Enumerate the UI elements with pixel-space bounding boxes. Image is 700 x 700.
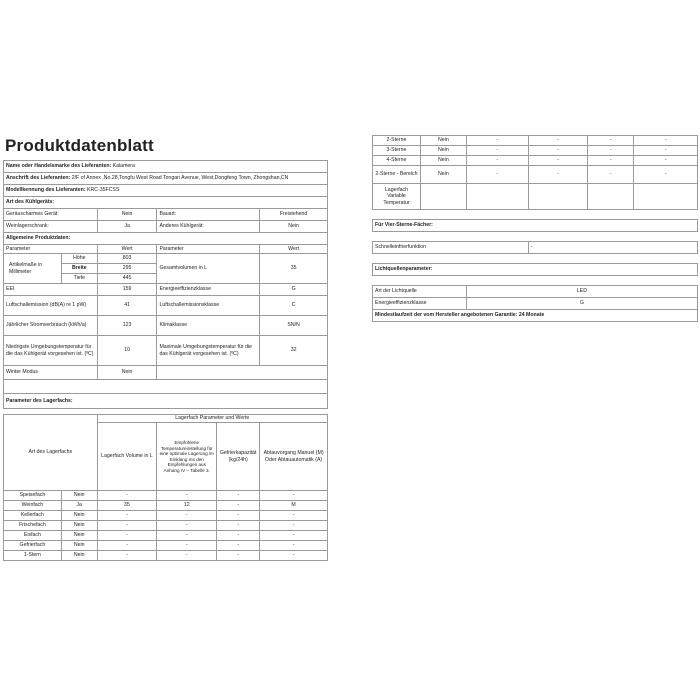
- cell-defrost: -: [634, 156, 698, 166]
- cell-freeze: -: [217, 531, 260, 541]
- noise-class-value: C: [260, 296, 328, 316]
- quick-freeze-label: Schnelleinfrierfunktion: [373, 242, 529, 254]
- height-label: Höhe: [61, 254, 97, 264]
- cell-name: 2-Sterne: [373, 136, 421, 146]
- cell-defrost: -: [634, 146, 698, 156]
- cell-freeze: -: [588, 146, 634, 156]
- group-header: Lagerfach Parameter und Werte: [97, 415, 327, 423]
- cell-volume: 35: [97, 501, 157, 511]
- compartments-table: [3, 414, 328, 561]
- right-data-table: [372, 135, 698, 322]
- other-label: Anderes Kühlgerät:: [157, 221, 260, 233]
- cell-freeze: -: [217, 521, 260, 531]
- cell-defrost: [634, 184, 698, 210]
- cell-volume: -: [97, 541, 157, 551]
- cell-name: 3-Sterne: [373, 146, 421, 156]
- cell-name: Frischefach: [4, 521, 62, 531]
- width-value: 295: [97, 264, 157, 274]
- cell-present: Nein: [61, 531, 97, 541]
- volume-label: Gesamtvolumen in L: [157, 254, 260, 284]
- cell-temp: -: [528, 136, 588, 146]
- col-volume: Lagerfach Volume in L: [97, 423, 157, 491]
- depth-value: 445: [97, 274, 157, 284]
- type-header: Art des Lagerfachs: [4, 415, 98, 491]
- cell-temp: -: [157, 491, 217, 501]
- supplier-model-row: Modellkennung des Lieferanten: KRC-35FCSS: [4, 185, 328, 197]
- light-type-label: Art der Lichtquelle: [373, 286, 467, 298]
- table-row: [4, 521, 328, 531]
- cell-temp: -: [528, 146, 588, 156]
- col-param: Parameter: [4, 245, 98, 254]
- table-row: [4, 511, 328, 521]
- cell-volume: -: [97, 551, 157, 561]
- eei-value: 159: [97, 284, 157, 296]
- winter-label: Winter Modus: [4, 366, 98, 380]
- energy-class-value: G: [260, 284, 328, 296]
- height-value: 803: [97, 254, 157, 264]
- cell-temp: -: [157, 511, 217, 521]
- climate-value: SN/N: [260, 316, 328, 336]
- table-row: [4, 541, 328, 551]
- col-value: Wert: [97, 245, 157, 254]
- cell-temp: -: [157, 531, 217, 541]
- light-class-value: G: [466, 298, 697, 310]
- cell-defrost: -: [260, 491, 328, 501]
- consumption-label: Jährlicher Stromverbrauch (kWh/a): [4, 316, 98, 336]
- cell-name: Gefrierfach: [4, 541, 62, 551]
- product-data-table: [3, 160, 328, 409]
- supplier-brand-row: Name oder Handelsmarke des Lieferanten: Kalamera: [4, 161, 328, 173]
- cell-volume: -: [97, 511, 157, 521]
- energy-class-label: Energieeffizienzklasse: [157, 284, 260, 296]
- dims-label: Artikelmaße in Millimeter: [4, 254, 62, 284]
- depth-label: Tiefe: [61, 274, 97, 284]
- table-row: [373, 156, 698, 166]
- cell-defrost: -: [260, 551, 328, 561]
- cell-defrost: -: [634, 166, 698, 184]
- cell-temp: -: [157, 541, 217, 551]
- cell-present: Nein: [61, 511, 97, 521]
- cell-temp: 12: [157, 501, 217, 511]
- other-value: Nein: [260, 221, 328, 233]
- cell-defrost: -: [260, 521, 328, 531]
- winter-value: Nein: [97, 366, 157, 380]
- consumption-value: 123: [97, 316, 157, 336]
- cell-name: 4-Sterne: [373, 156, 421, 166]
- cell-name: 1-Stern: [4, 551, 62, 561]
- cell-volume: -: [466, 156, 528, 166]
- cell-freeze: -: [588, 136, 634, 146]
- low-noise-value: Nein: [97, 209, 157, 221]
- table-row: [373, 166, 698, 184]
- cell-temp: -: [528, 156, 588, 166]
- cell-present: Ja: [61, 501, 97, 511]
- cell-defrost: M: [260, 501, 328, 511]
- table-row: [373, 136, 698, 146]
- cell-present: Nein: [420, 136, 466, 146]
- cell-present: Nein: [61, 551, 97, 561]
- volume-value: 35: [260, 254, 328, 284]
- min-temp-label: Niedrigste Umgebungstemperatur für die das Kühlgerät vorgesehen ist. (ºC): [4, 336, 98, 366]
- max-temp-value: 32: [260, 336, 328, 366]
- width-label: Breite: [61, 264, 97, 274]
- table-row: [4, 531, 328, 541]
- design-value: Freistehend: [260, 209, 328, 221]
- cell-freeze: -: [217, 511, 260, 521]
- table-row: [373, 184, 698, 210]
- col-defrost: Abtauvorgang Manuel (M) Oder Abtauautomatik (A): [260, 423, 328, 491]
- compartments-heading: Parameter des Lagerfachs:: [4, 394, 328, 409]
- light-class-label: Energieeffizienzklasse: [373, 298, 467, 310]
- supplier-address-row: Anschrift des Lieferanten: 2/F of Annex ,No.28,Tongfu West Road Tongan Avenue, West,Dongfeng Town, Zhongshan,CN: [4, 173, 328, 185]
- cell-volume: -: [97, 491, 157, 501]
- cell-present: Nein: [61, 491, 97, 501]
- general-heading: Allgemeine Produktdaten:: [4, 233, 328, 245]
- cell-name: Lagerfach Variable Temperatur: [373, 184, 421, 210]
- wine-value: Ja: [97, 221, 157, 233]
- low-noise-label: Geräuscharmes Gerät:: [4, 209, 98, 221]
- cell-temp: [528, 184, 588, 210]
- design-label: Bauart:: [157, 209, 260, 221]
- four-star-heading: Für Vier-Sterne-Fächer:: [373, 220, 698, 232]
- cell-name: Kellerfach: [4, 511, 62, 521]
- cell-volume: -: [466, 166, 528, 184]
- cell-freeze: -: [588, 166, 634, 184]
- warranty-row: Mindestlaufzeit der vom Hersteller angebotenen Garantie: 24 Monate: [373, 310, 698, 322]
- noise-value: 41: [97, 296, 157, 316]
- min-temp-value: 10: [97, 336, 157, 366]
- cell-temp: -: [157, 521, 217, 531]
- cell-volume: [466, 184, 528, 210]
- cell-present: Nein: [61, 541, 97, 551]
- col-freeze: Gefrierkapazität (kg/24h): [217, 423, 260, 491]
- climate-label: Klimaklasse: [157, 316, 260, 336]
- light-type-value: LED: [466, 286, 697, 298]
- cell-freeze: -: [217, 491, 260, 501]
- table-row: [4, 501, 328, 511]
- quick-freeze-value: -: [528, 242, 697, 254]
- wine-label: Weinlagerschrank:: [4, 221, 98, 233]
- cell-present: Nein: [420, 146, 466, 156]
- table-row: [4, 551, 328, 561]
- cell-freeze: -: [217, 541, 260, 551]
- cell-volume: -: [466, 136, 528, 146]
- cell-temp: -: [528, 166, 588, 184]
- cell-defrost: -: [260, 511, 328, 521]
- light-heading: Lichtquellenparameter:: [373, 264, 698, 276]
- cell-defrost: -: [260, 531, 328, 541]
- cell-name: Speisefach: [4, 491, 62, 501]
- cell-present: Nein: [420, 156, 466, 166]
- cell-name: Eisfach: [4, 531, 62, 541]
- cell-name: Weinfach: [4, 501, 62, 511]
- noise-label: Luftschallemission (dB(A) re 1 pW): [4, 296, 98, 316]
- cell-volume: -: [97, 531, 157, 541]
- cell-present: Nein: [420, 166, 466, 184]
- table-row: [4, 491, 328, 501]
- cell-name: 2-Sterne - Bereich: [373, 166, 421, 184]
- noise-class-label: Luftschallemissionsklasse: [157, 296, 260, 316]
- cell-defrost: -: [260, 541, 328, 551]
- cell-freeze: -: [588, 156, 634, 166]
- cell-defrost: -: [634, 136, 698, 146]
- col-temp: Empfohlene Temperatureinstellung für eine optimale Lagerung im Einklang mit den Empfehlungen aus Anhang IV – Tabelle 3.: [157, 423, 217, 491]
- cell-volume: -: [97, 521, 157, 531]
- appliance-heading: Art des Kühlgeräts:: [4, 197, 328, 209]
- cell-present: Nein: [61, 521, 97, 531]
- max-temp-label: Maximale Umgebungstemperatur für die das Kühlgerät vorgesehen ist. (ºC): [157, 336, 260, 366]
- col-param: Parameter: [157, 245, 260, 254]
- cell-freeze: [588, 184, 634, 210]
- cell-volume: -: [466, 146, 528, 156]
- eei-label: EEI: [4, 284, 98, 296]
- cell-temp: -: [157, 551, 217, 561]
- table-row: [373, 146, 698, 156]
- cell-freeze: -: [217, 551, 260, 561]
- col-value: Wert: [260, 245, 328, 254]
- cell-freeze: -: [217, 501, 260, 511]
- cell-present: [420, 184, 466, 210]
- page-title: Produktdatenblatt: [5, 136, 154, 155]
